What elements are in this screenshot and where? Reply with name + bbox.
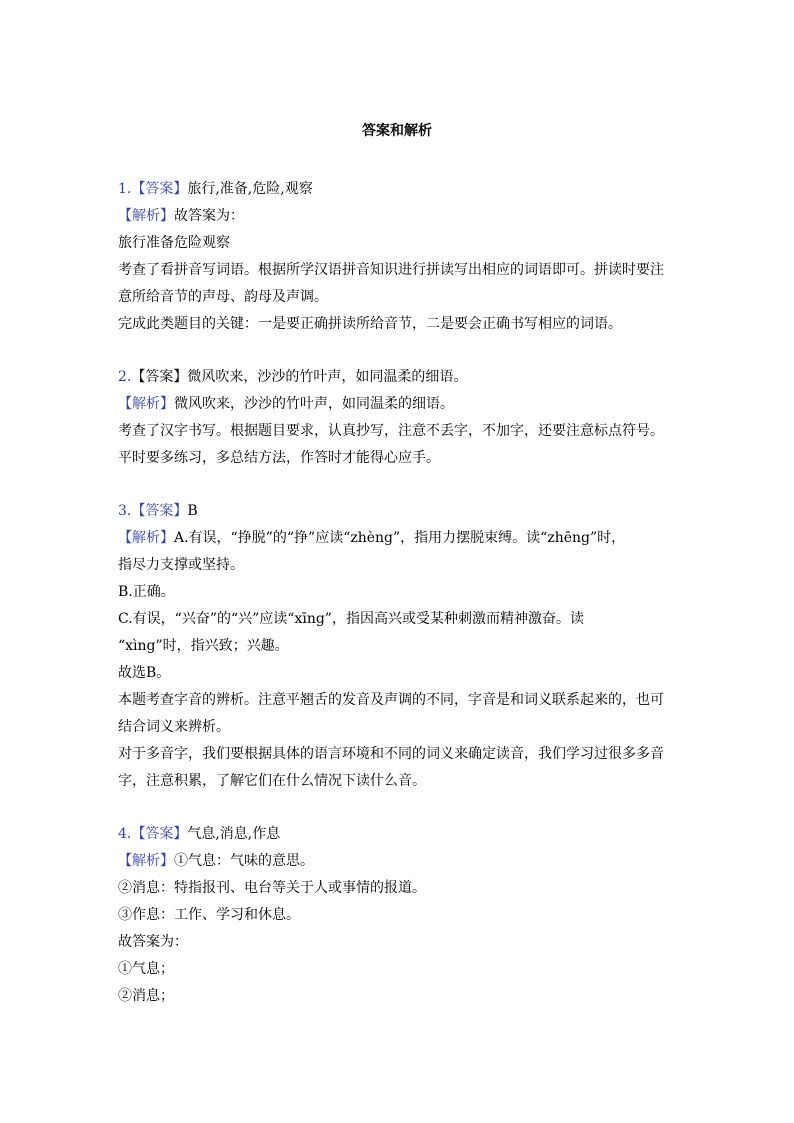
q1-analysis-line bbox=[118, 203, 678, 230]
q1-analysis-line: 完成此类题目的关键：一是要正确拼读所给音节，二是要会正确书写相应的词语。 bbox=[118, 316, 622, 332]
q3-answer-tag: 【答案】 bbox=[131, 503, 188, 519]
q3-analysis-line: B.正确。 bbox=[118, 584, 175, 600]
page-title: 答案和解析 bbox=[362, 123, 432, 139]
q2-answer-line bbox=[118, 364, 678, 391]
q1-answer-line bbox=[118, 176, 678, 203]
q3-answer-text: B bbox=[187, 503, 198, 519]
q2-analysis-text: 微风吹来，沙沙的竹叶声，如同温柔的细语。 bbox=[174, 396, 454, 412]
q2-number: 2. bbox=[118, 369, 132, 385]
q4-analysis-line: ①气息； bbox=[118, 961, 174, 977]
q1-answer-text: 旅行,准备,危险,观察 bbox=[187, 181, 313, 197]
q3-analysis-line: 对于多音字，我们要根据具体的语言环境和不同的词义来确定读音，我们学习过很多多音 bbox=[118, 746, 664, 762]
q4-analysis-text: ①气息：气味的意思。 bbox=[174, 853, 314, 869]
q3-analysis-tag: 【解析】 bbox=[118, 530, 174, 546]
q3-answer-line bbox=[118, 498, 678, 525]
q3-analysis-line: 指尽力支撑或坚持。 bbox=[118, 557, 244, 573]
q3-analysis-line: “xìng”时，指兴致；兴趣。 bbox=[118, 638, 289, 654]
q3-analysis-line: 故选B。 bbox=[118, 665, 171, 681]
q2-answer-text: 微风吹来，沙沙的竹叶声，如同温柔的细语。 bbox=[187, 369, 468, 385]
q4-analysis-line: ③作息：工作、学习和休息。 bbox=[118, 907, 300, 923]
q3-analysis-line: 结合词义来辨析。 bbox=[118, 719, 230, 735]
q2-analysis-line bbox=[118, 391, 678, 418]
q4-answer-text: 气息,消息,作息 bbox=[187, 826, 281, 842]
q4-analysis-line: 故答案为： bbox=[118, 934, 188, 950]
q3-analysis-line: 本题考查字音的辨析。注意平翘舌的发音及声调的不同，字音是和词义联系起来的，也可 bbox=[118, 692, 664, 708]
q1-number: 1. bbox=[118, 181, 132, 197]
q1-analysis-tag: 【解析】 bbox=[118, 208, 174, 224]
q3-analysis-text: A.有误，“挣脱”的“挣”应读“zhèng”，指用力摆脱束缚。读“zhēng”时， bbox=[174, 530, 626, 546]
q1-analysis-text: 故答案为： bbox=[174, 208, 244, 224]
q2-answer-tag: 【答案】 bbox=[131, 369, 188, 385]
q4-analysis-line bbox=[118, 848, 678, 875]
q2-analysis-tag: 【解析】 bbox=[118, 396, 174, 412]
q4-analysis-line: ②消息：特指报刊、电台等关于人或事情的报道。 bbox=[118, 880, 426, 896]
q1-analysis-line: 考查了看拼音写词语。根据所学汉语拼音知识进行拼读写出相应的词语即可。拼读时要注 bbox=[118, 262, 664, 278]
q1-analysis-line: 旅行准备危险观察 bbox=[118, 235, 230, 251]
q3-number: 3. bbox=[118, 503, 132, 519]
q4-answer-line bbox=[118, 821, 678, 848]
q3-analysis-line bbox=[118, 525, 678, 552]
q1-analysis-line: 意所给音节的声母、韵母及声调。 bbox=[118, 289, 328, 305]
q4-analysis-line: ②消息； bbox=[118, 988, 174, 1004]
q4-answer-tag: 【答案】 bbox=[131, 826, 188, 842]
q3-analysis-line: C.有误，“兴奋”的“兴”应读“xīng”，指因高兴或受某种刺激而精神激奋。读 bbox=[118, 611, 584, 627]
q4-number: 4. bbox=[118, 826, 132, 842]
q2-analysis-line: 平时要多练习，多总结方法，作答时才能得心应手。 bbox=[118, 450, 440, 466]
q4-analysis-tag: 【解析】 bbox=[118, 853, 174, 869]
q2-analysis-line: 考查了汉字书写。根据题目要求，认真抄写，注意不丢字，不加字，还要注意标点符号。 bbox=[118, 423, 664, 439]
q1-answer-tag: 【答案】 bbox=[131, 181, 188, 197]
answer-content bbox=[118, 176, 678, 1010]
q3-analysis-line: 字，注意积累，了解它们在什么情况下读什么音。 bbox=[118, 773, 426, 789]
